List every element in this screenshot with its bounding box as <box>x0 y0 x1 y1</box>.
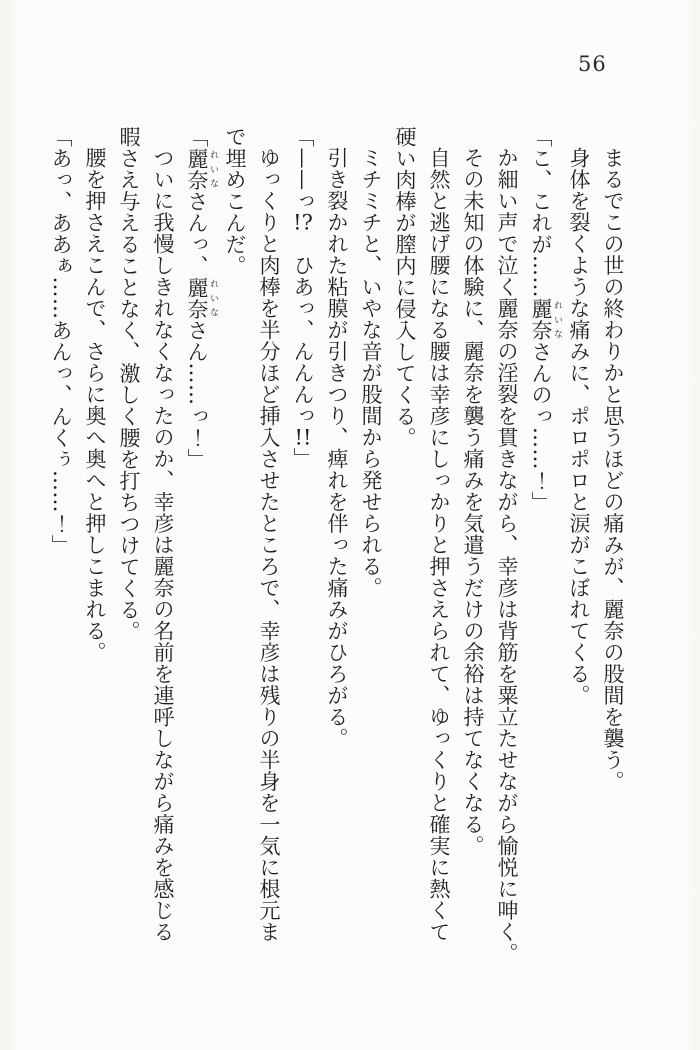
page-number: 56 <box>578 52 607 76</box>
text-line: 身体を裂くような痛みに、ポロポロと涙がこぼれてくる。 <box>567 147 591 706</box>
book-text <box>44 126 630 974</box>
text-line: 「——っ!? ひあっ、んんんっ!!」 <box>291 126 315 469</box>
text-line: 暇さえ与えることなく、激しく腰を打ちつけてくる。 <box>117 126 141 642</box>
text-line: まるでこの世の終わりかと思うほどの痛みが、麗奈の股間を襲う。 <box>601 147 625 792</box>
text-line: 「こ、これが……麗奈 れいなさんのっ……！」 <box>529 126 562 513</box>
ruby-annotated-name: 麗奈 れいな <box>185 276 218 320</box>
text-line: か細い声で泣く麗奈の淫裂を貫きながら、幸彦は背筋を粟立たせながら愉悦に呻く。 <box>495 147 519 964</box>
text-line: 自然と逃げ腰になる腰は幸彦にしっかりと押さえられて、ゆっくりと確実に熱くて <box>427 147 451 943</box>
text-line: で埋めこんだ。 <box>223 126 247 277</box>
tatechuyoko-punctuation: !? <box>293 212 313 233</box>
text-line: ついに我慢しきれなくなったのか、幸彦は麗奈の名前を連呼しながら痛みを感じる <box>151 147 175 943</box>
tatechuyoko-punctuation: !! <box>294 426 312 448</box>
text-line: 「麗奈 れいなさんっ、麗奈 れいなさん……っ！」 <box>185 126 218 470</box>
text-line: 「あっ、ああぁ……あんっ、んくぅ……！」 <box>49 126 73 556</box>
text-line: ミチミチと、いやな音が股間から発せられる。 <box>359 147 383 599</box>
ruby-annotated-name: 麗奈 れいな <box>529 298 562 341</box>
text-line: その未知の体験に、麗奈を襲う痛みを気遣うだけの余裕は持てなくなる。 <box>461 147 485 857</box>
text-line: 腰を押さえこんで、さらに奥へ奥へと押しこまれる。 <box>83 147 107 663</box>
text-line: 硬い肉棒が膣内に侵入してくる。 <box>393 126 417 449</box>
text-line: 引き裂かれた粘膜が引きつり、痺れを伴った痛みがひろがる。 <box>325 147 349 749</box>
ruby-annotated-name: 麗奈 れいな <box>185 147 218 191</box>
text-line: ゆっくりと肉棒を半分ほど挿入させたところで、幸彦は残りの半身を一気に根元ま <box>257 147 281 943</box>
